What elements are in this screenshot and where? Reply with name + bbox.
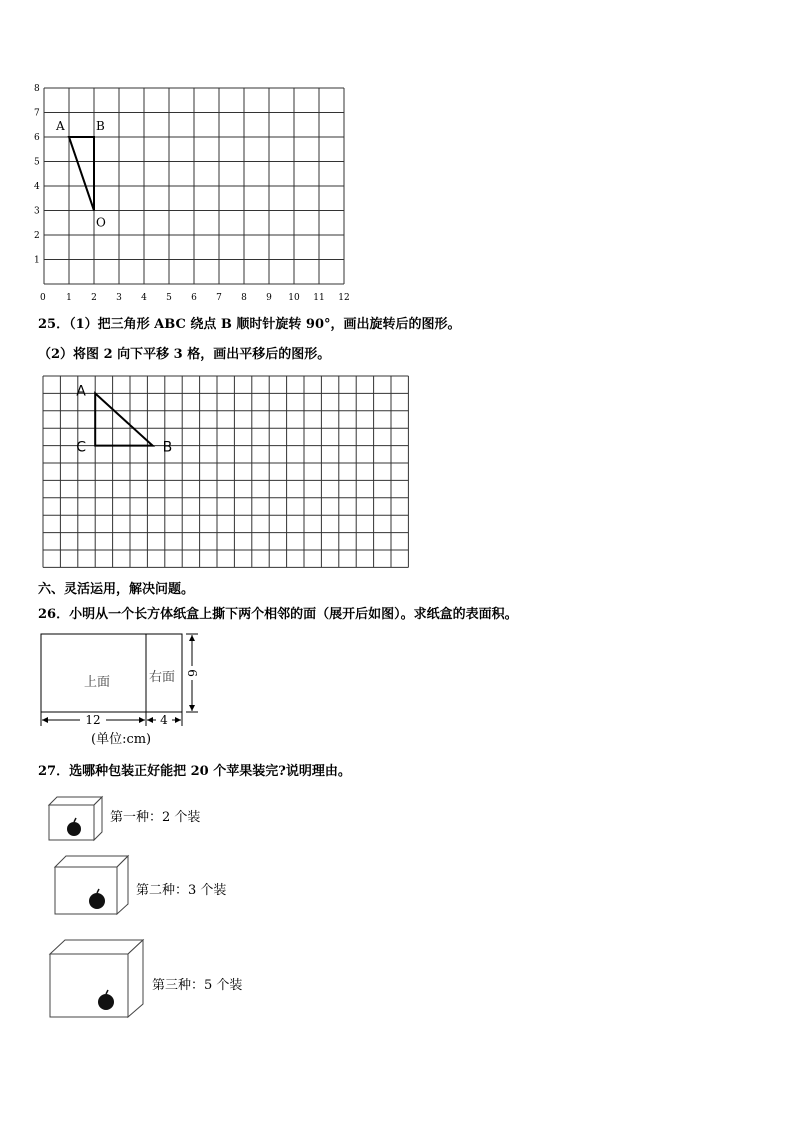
apple-box-small bbox=[46, 794, 106, 844]
y-tick-label: 7 bbox=[34, 108, 40, 119]
y-tick-label: 1 bbox=[34, 255, 40, 266]
triangle-abc bbox=[95, 393, 152, 445]
square-grid-2 bbox=[40, 372, 420, 568]
x-tick-label: 12 bbox=[338, 293, 350, 300]
x-tick-label: 9 bbox=[266, 293, 272, 300]
apple-box-medium bbox=[52, 853, 132, 917]
x-tick-label: 3 bbox=[116, 293, 122, 300]
x-tick-label: 5 bbox=[166, 293, 172, 300]
top-face-label: 上面 bbox=[84, 675, 111, 690]
y-tick-label: 5 bbox=[34, 157, 40, 168]
triangle-abo bbox=[69, 137, 94, 211]
y-tick-label: 4 bbox=[34, 182, 40, 192]
x-tick-label: 1 bbox=[66, 293, 72, 300]
question-27-text: 27．选哪种包装正好能把 20 个苹果装完?说明理由。 bbox=[38, 764, 351, 779]
y-tick-label: 3 bbox=[34, 206, 40, 217]
x-tick-label: 6 bbox=[191, 293, 197, 300]
right-face-label: 右面 bbox=[149, 670, 176, 685]
point-label-b: B bbox=[96, 119, 105, 133]
dimension-length-label: 12 bbox=[85, 713, 101, 727]
point-label-a: A bbox=[76, 383, 86, 400]
y-tick-label: 6 bbox=[34, 133, 40, 143]
point-label-c: C bbox=[76, 439, 86, 456]
point-label-a: A bbox=[56, 119, 65, 133]
x-tick-label: 10 bbox=[288, 293, 300, 300]
top-face bbox=[41, 634, 146, 712]
x-tick-label: 8 bbox=[241, 293, 247, 300]
x-tick-label: 2 bbox=[91, 293, 97, 300]
unit-label: (单位:cm) bbox=[91, 732, 152, 747]
point-label-o: O bbox=[96, 215, 106, 230]
section-6-title: 六、灵活运用，解决问题。 bbox=[38, 582, 195, 597]
x-tick-label: 11 bbox=[313, 293, 325, 300]
package-option-1: 第一种：2 个装 bbox=[110, 810, 201, 825]
question-25-part1: 25．（1）把三角形 ABC 绕点 B 顺时针旋转 90°，画出旋转后的图形。 bbox=[38, 317, 461, 332]
dimension-width-label: 4 bbox=[160, 713, 168, 727]
box-net-diagram bbox=[36, 630, 216, 750]
x-tick-label: 4 bbox=[141, 293, 147, 300]
y-tick-label: 0 bbox=[40, 293, 46, 300]
apple-box-large bbox=[47, 937, 147, 1021]
point-label-b: B bbox=[162, 439, 173, 456]
coordinate-grid-1 bbox=[30, 80, 360, 300]
question-26-text: 26．小明从一个长方体纸盒上撕下两个相邻的面（展开后如图）。求纸盒的表面积。 bbox=[38, 607, 518, 622]
package-option-3: 第三种：5 个装 bbox=[152, 978, 243, 993]
question-25-part2: （2）将图 2 向下平移 3 格，画出平移后的图形。 bbox=[38, 347, 331, 362]
dimension-height-label: 6 bbox=[185, 669, 199, 677]
x-tick-label: 7 bbox=[216, 293, 222, 300]
package-option-2: 第二种：3 个装 bbox=[136, 883, 227, 898]
y-tick-label: 2 bbox=[34, 231, 40, 241]
y-tick-label: 8 bbox=[34, 84, 40, 94]
